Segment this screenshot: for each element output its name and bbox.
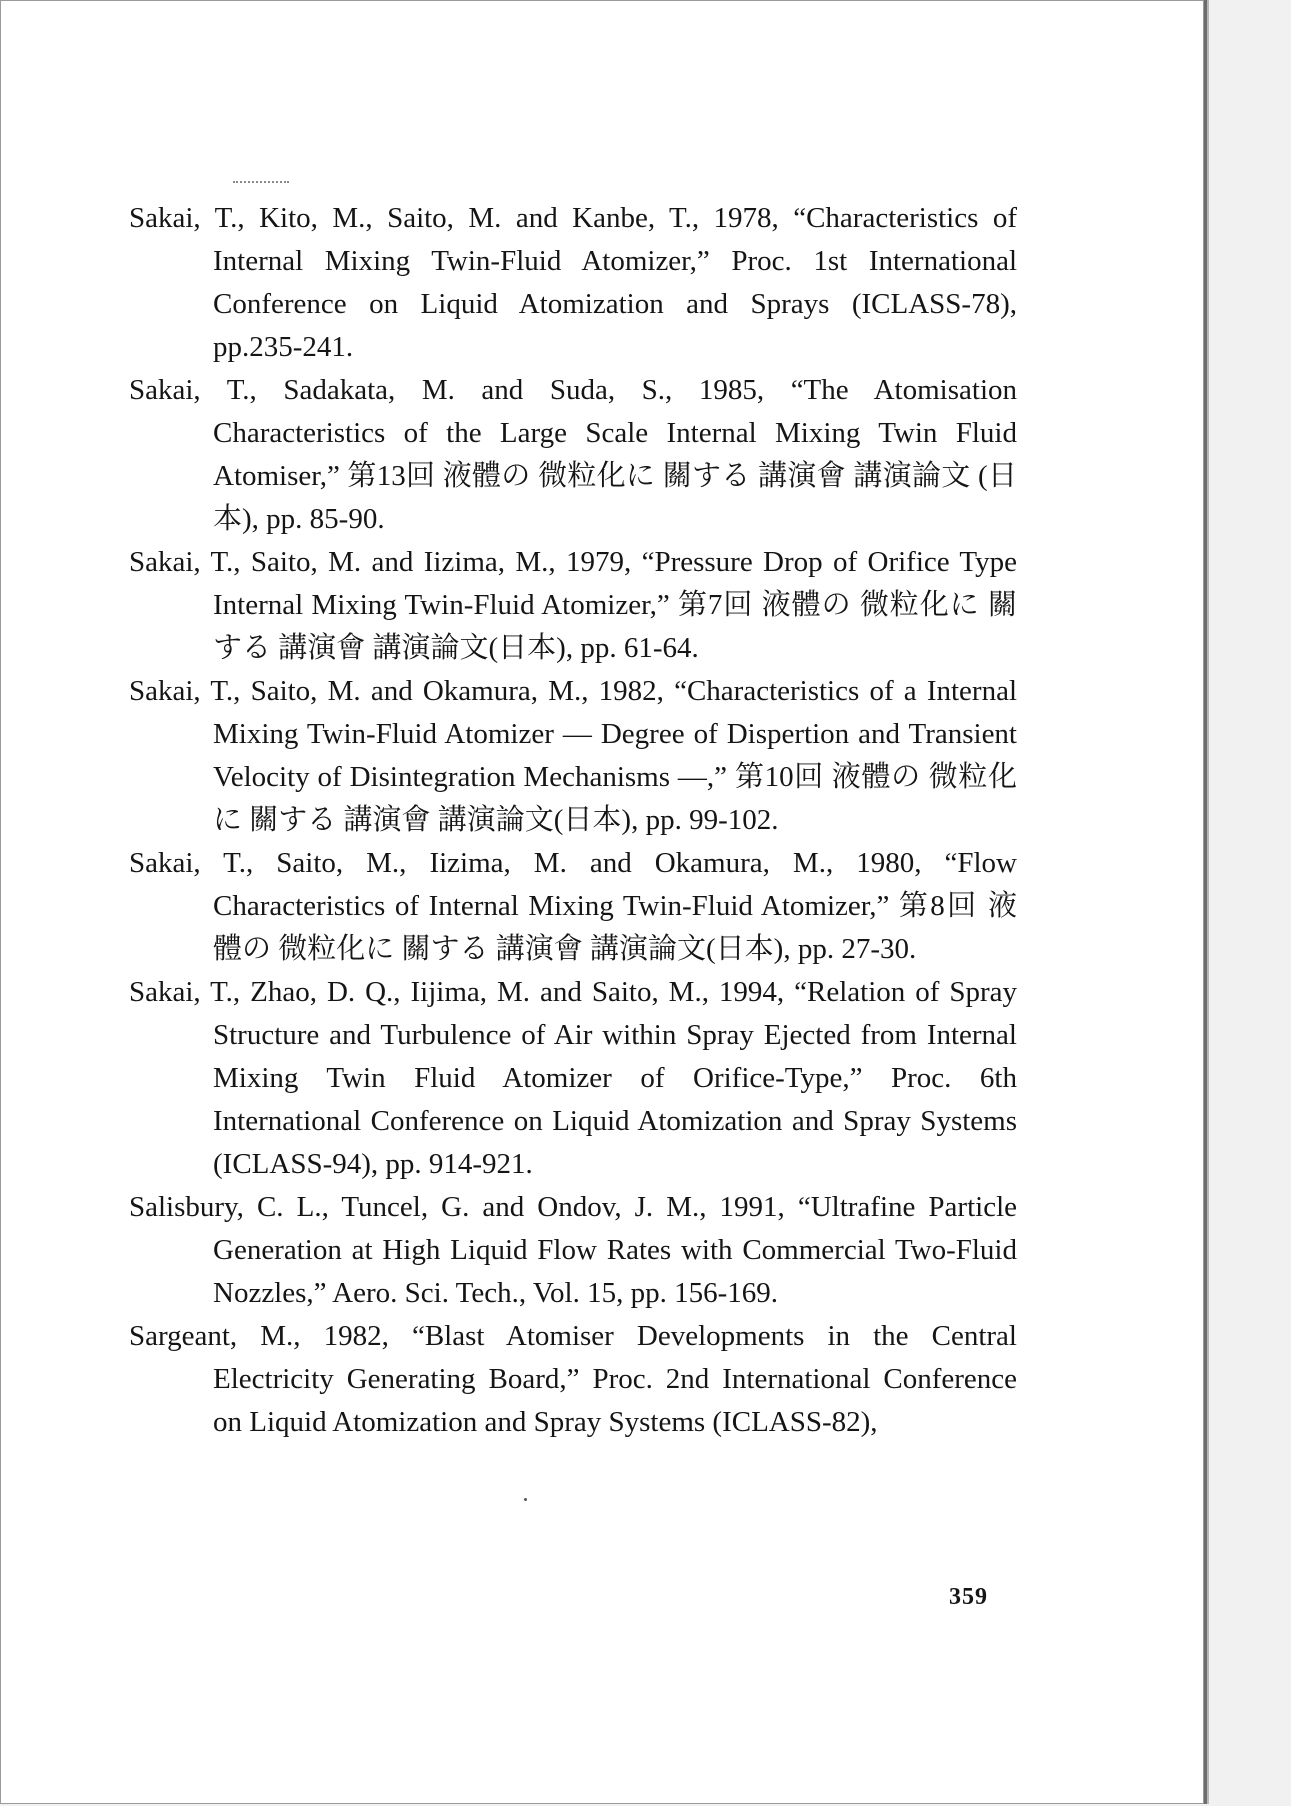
- reference-entry: Sakai, T., Zhao, D. Q., Iijima, M. and Saito, M., 1994, “Relation of Spray Structure and Turbulence of Air within Spray Ejected from Internal Mixing Twin Fluid Atomizer of Orifice-Type,” Proc. 6th International Conference on Liquid Atomization and Spray Systems (ICLASS-94), pp. 914-921.: [129, 976, 1017, 1180]
- reference-entry: Salisbury, C. L., Tuncel, G. and Ondov, J. M., 1991, “Ultrafine Particle Generation at High Liquid Flow Rates with Commercial Two-Fluid Nozzles,” Aero. Sci. Tech., Vol. 15, pp. 156-169.: [129, 1191, 1017, 1309]
- reference-entry: Sakai, T., Saito, M. and Okamura, M., 1982, “Characteristics of a Internal Mixing Twin-Fluid Atomizer — Degree of Dispertion and Transient Velocity of Disintegration Mechanisms —,” 第10回 液體の 微粒化に 關する 講演會 講演論文(日本), pp. 99-102.: [129, 675, 1017, 836]
- reference-list: [129, 197, 1017, 1444]
- reference-entry: Sargeant, M., 1982, “Blast Atomiser Developments in the Central Electricity Generating Board,” Proc. 2nd International Conference on Liquid Atomization and Spray Systems (ICLASS-82),: [129, 1320, 1017, 1438]
- reference-entry: Sakai, T., Sadakata, M. and Suda, S., 1985, “The Atomisation Characteristics of the Large Scale Internal Mixing Twin Fluid Atomiser,” 第13回 液體の 微粒化に 關する 講演會 講演論文 (日本), pp. 85-90.: [129, 374, 1017, 535]
- stray-dot: [524, 1498, 527, 1501]
- reference-entry: Sakai, T., Kito, M., Saito, M. and Kanbe, T., 1978, “Characteristics of Internal Mixing Twin-Fluid Atomizer,” Proc. 1st International Conference on Liquid Atomization and Sprays (ICLASS-78), pp.235-241.: [129, 202, 1017, 363]
- reference-entry: Sakai, T., Saito, M. and Iizima, M., 1979, “Pressure Drop of Orifice Type Internal Mixing Twin-Fluid Atomizer,” 第7回 液體の 微粒化に 關する 講演會 講演論文(日本), pp. 61-64.: [129, 546, 1017, 664]
- stray-scan-mark: [233, 181, 289, 185]
- reference-entry: Sakai, T., Saito, M., Iizima, M. and Okamura, M., 1980, “Flow Characteristics of Internal Mixing Twin-Fluid Atomizer,” 第8回 液體の 微粒化に 關する 講演會 講演論文(日本), pp. 27-30.: [129, 847, 1017, 965]
- page-number: 359: [949, 1584, 988, 1610]
